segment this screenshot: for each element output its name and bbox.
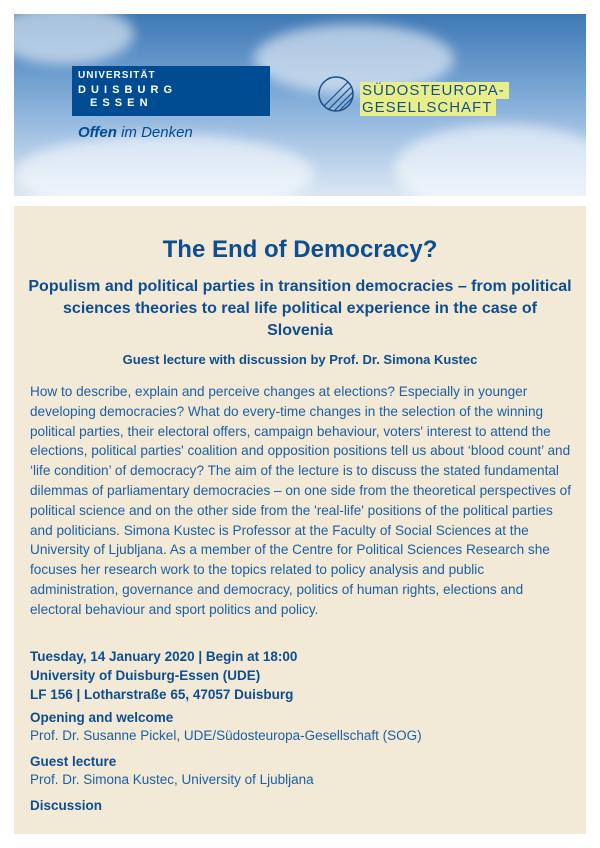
cloud-decoration — [14, 14, 134, 64]
program-heading-opening: Opening and welcome — [30, 710, 174, 725]
venue-line: University of Duisburg-Essen (UDE) — [30, 668, 261, 683]
uni-logo-line-3: E S S E N — [90, 97, 149, 109]
event-subtitle: Populism and political parties in transition democracies – from political sciences theories to real life political experience in the case of Slovenia — [28, 278, 572, 339]
event-details — [30, 647, 576, 704]
program-text-opening: Prof. Dr. Susanne Pickel, UDE/Südosteuropa-Gesellschaft (SOG) — [30, 728, 422, 743]
uni-logo-line-2: D U I S B U R G — [78, 84, 174, 96]
slogan-rest: im Denken — [116, 124, 193, 141]
partner-line-2: GESELLSCHAFT — [360, 99, 496, 116]
cloud-decoration — [14, 134, 314, 196]
slogan — [78, 124, 193, 141]
partner-line-1: SÜDOSTEUROPA- — [360, 82, 509, 99]
program-heading-lecture: Guest lecture — [30, 754, 117, 769]
date-line: Tuesday, 14 January 2020 | Begin at 18:00 — [30, 649, 298, 664]
sog-logo-icon — [316, 74, 356, 114]
partner-logo-text — [360, 82, 509, 116]
room-line: LF 156 | Lotharstraße 65, 47057 Duisburg — [30, 687, 294, 702]
cloud-decoration — [394, 124, 586, 196]
program-heading-discussion: Discussion — [30, 798, 103, 813]
slogan-bold: Offen — [78, 124, 117, 141]
uni-logo-line-1: UNIVERSITÄT — [78, 70, 156, 81]
program-text-lecture: Prof. Dr. Simona Kustec, University of Ljubljana — [30, 772, 314, 787]
university-logo — [72, 66, 270, 116]
abstract-text: How to describe, explain and perceive changes at elections? Especially in younger developing democracies? What do every-time changes in the selection of the winning political parties, their electoral offers, campaign behaviour, voters' interest to attend the elections, political parties' coalition and opposition positions tell us about ‘blood count’ and ‘life condition’ of democracy? The aim of the lecture is to discuss the stated fundamental dilemmas of parliamentary democracies – on one side from the theoretical perspectives of political science and on the other side from the 'real-life' positions of the political parties and politicians. Simona Kustec is Professor at the Faculty of Social Sciences at the University of Ljubljana. As a member of the Centre for Political Sciences Research she focuses her research work to the topics related to policy analysis and public administration, governance and democracy, politics of human rights, elections and electoral behaviour and sport politics and policy. — [30, 384, 571, 617]
event-title: The End of Democracy? — [162, 236, 438, 263]
event-panel — [14, 206, 586, 834]
header-banner — [14, 14, 586, 196]
guest-line: Guest lecture with discussion by Prof. Dr. Simona Kustec — [122, 352, 478, 367]
